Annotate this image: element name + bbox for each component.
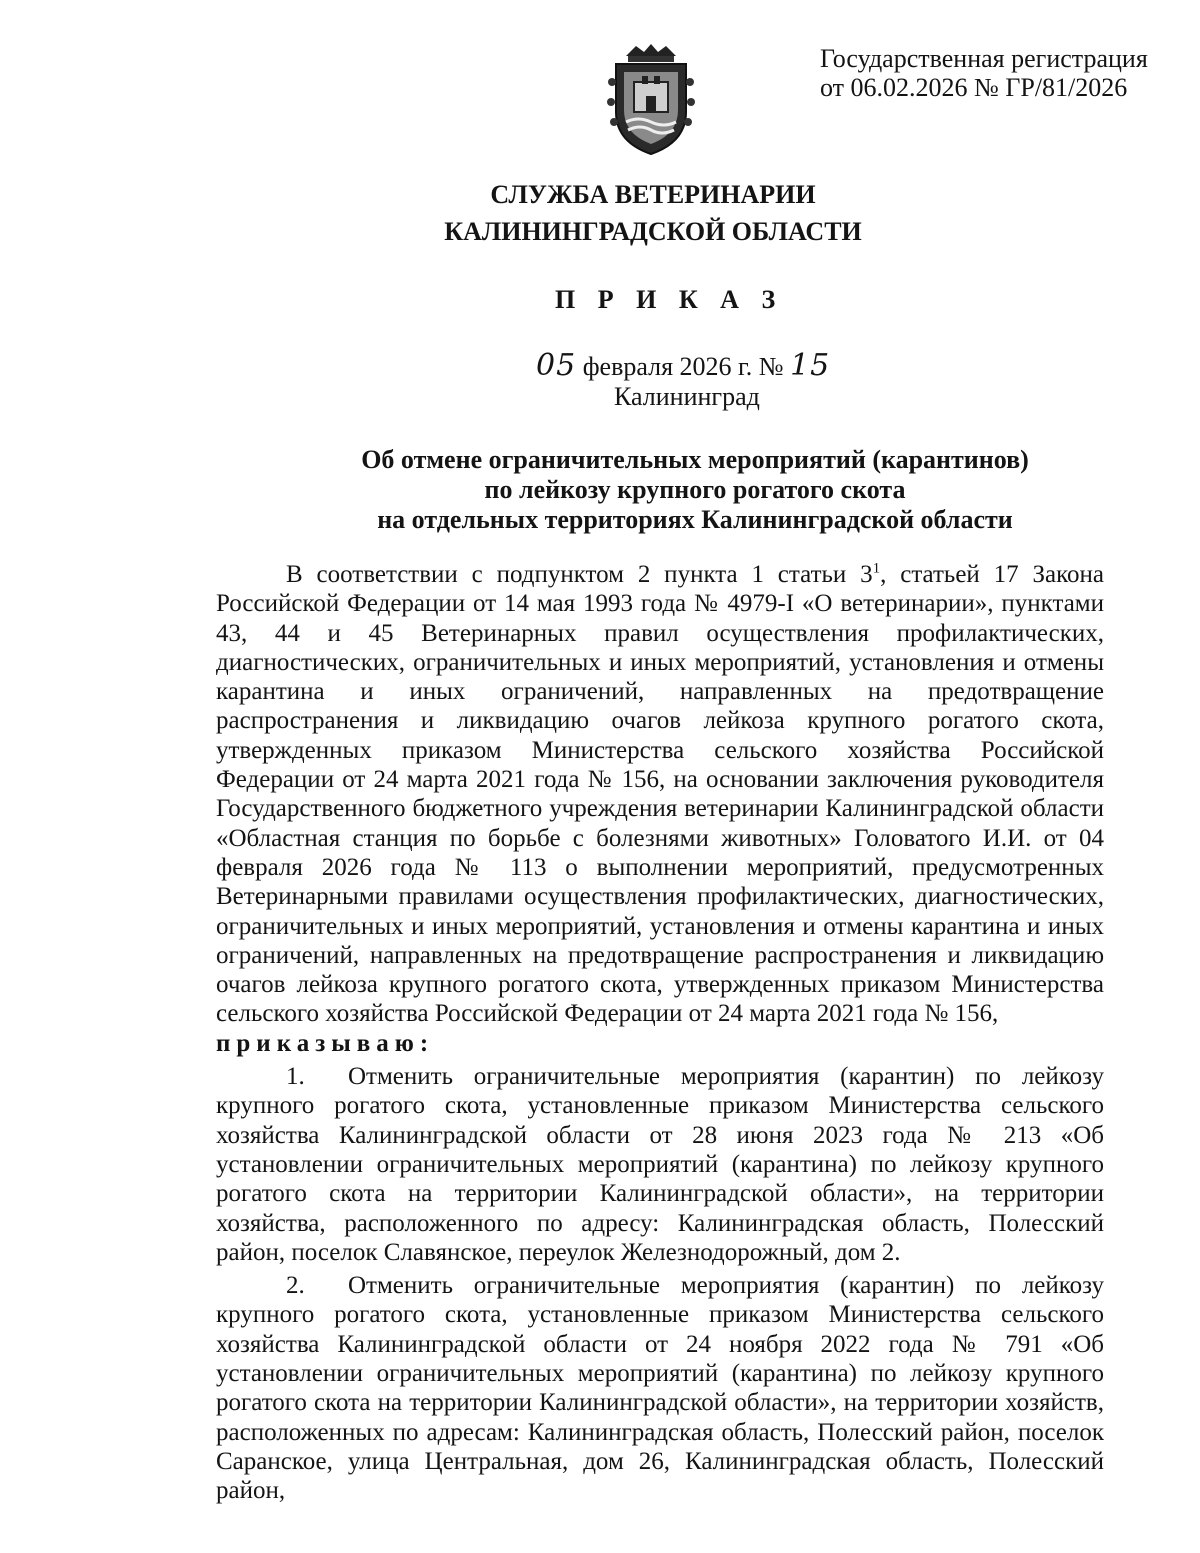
- list-item: [216, 1062, 1104, 1267]
- city: Калининград: [614, 382, 760, 411]
- registration-line-2: от 06.02.2026 № ГР/81/2026: [820, 73, 1128, 102]
- preamble-text-2: , статьей 17 Закона Российской Федерации от 14 мая 1993 года № 4979-I «О ветеринарии», пунктами 43, 44 и 45 Ветеринарных правил осуществления профилактических, диагностических, ограничительных и иных мероприятий, установления и отмены карантина и иных ограничений, направленных на предотвращение распространения и ликвидацию очагов лейкоза крупного рогатого скота, утвержденных приказом Министерства сельского хозяйства Российской Федерации от 24 марта 2021 года № 156, на основании заключения руководителя Государственного бюджетного учреждения ветеринарии Калининградской области «Областная станция по борьбе с болезнями животных» Головатого И.И. от 04 февраля 2026 года № 113 о выполнении мероприятий, предусмотренных Ветеринарными правилами осуществления профилактических, диагностических, ограничительных и иных мероприятий, установления и отмены карантина и иных ограничений, направленных на предотвращение распространения и ликвидацию очагов лейкоза крупного рогатого скота, утвержденных приказом Министерства сельского хозяйства Российской Федерации от 24 марта 2021 года № 156,: [216, 561, 1104, 1028]
- preamble-superscript: 1: [872, 560, 881, 577]
- preamble-text-1: В соответствии с подпунктом 2 пункта 1 статьи 3: [286, 561, 873, 588]
- organization-line-2: КАЛИНИНГРАДСКОЙ ОБЛАСТИ: [444, 217, 862, 246]
- preamble-paragraph: [216, 560, 1104, 1029]
- handwritten-day: 05: [536, 348, 577, 383]
- registration-stamp: [820, 44, 1148, 102]
- registration-line-1: Государственная регистрация: [820, 44, 1148, 73]
- organization-name: [0, 176, 1200, 250]
- month-year-label: февраля 2026 г. №: [576, 352, 791, 381]
- organization-line-1: СЛУЖБА ВЕТЕРИНАРИИ: [490, 180, 816, 209]
- subject-line-1: Об отмене ограничительных мероприятий (карантинов): [361, 445, 1029, 474]
- order-word: приказываю:: [216, 1029, 435, 1057]
- subject-line-2: по лейкозу крупного рогатого скота: [484, 475, 906, 504]
- kaliningrad-coat-of-arms-icon: [606, 42, 696, 156]
- item-text: Отменить ограничительные мероприятия (карантин) по лейкозу крупного рогатого скота, установленные приказом Министерства сельского хозяйства Калининградской области от 28 июня 2023 года № 213 «Об установлении ограничительных мероприятий (карантина) по лейкозу крупного рогатого скота на территории Калининградской области», на территории хозяйства, расположенного по адресу: Калининградская область, Полесский район, поселок Славянское, переулок Железнодорожный, дом 2.: [216, 1063, 1104, 1266]
- list-item: [216, 1271, 1104, 1505]
- document-subject: [300, 445, 1090, 535]
- handwritten-number: 15: [790, 348, 831, 383]
- item-text: Отменить ограничительные мероприятия (карантин) по лейкозу крупного рогатого скота, установленные приказом Министерства сельского хозяйства Калининградской области от 24 ноября 2022 года № 791 «Об установлении ограничительных мероприятий (карантина) по лейкозу крупного рогатого скота на территории Калининградской области», на территории хозяйств, расположенных по адресам: Калининградская область, Полесский район, поселок Саранское, улица Центральная, дом 26, Калининградская область, Полесский район,: [216, 1272, 1104, 1505]
- subject-line-3: на отдельных территориях Калининградской области: [377, 505, 1013, 534]
- item-number: 1.: [286, 1063, 305, 1091]
- document-body: [216, 560, 1104, 1506]
- order-word-paragraph: [216, 1029, 1104, 1058]
- document-type: П Р И К А З: [555, 285, 784, 314]
- item-number: 2.: [286, 1272, 305, 1300]
- date-line: [536, 348, 830, 383]
